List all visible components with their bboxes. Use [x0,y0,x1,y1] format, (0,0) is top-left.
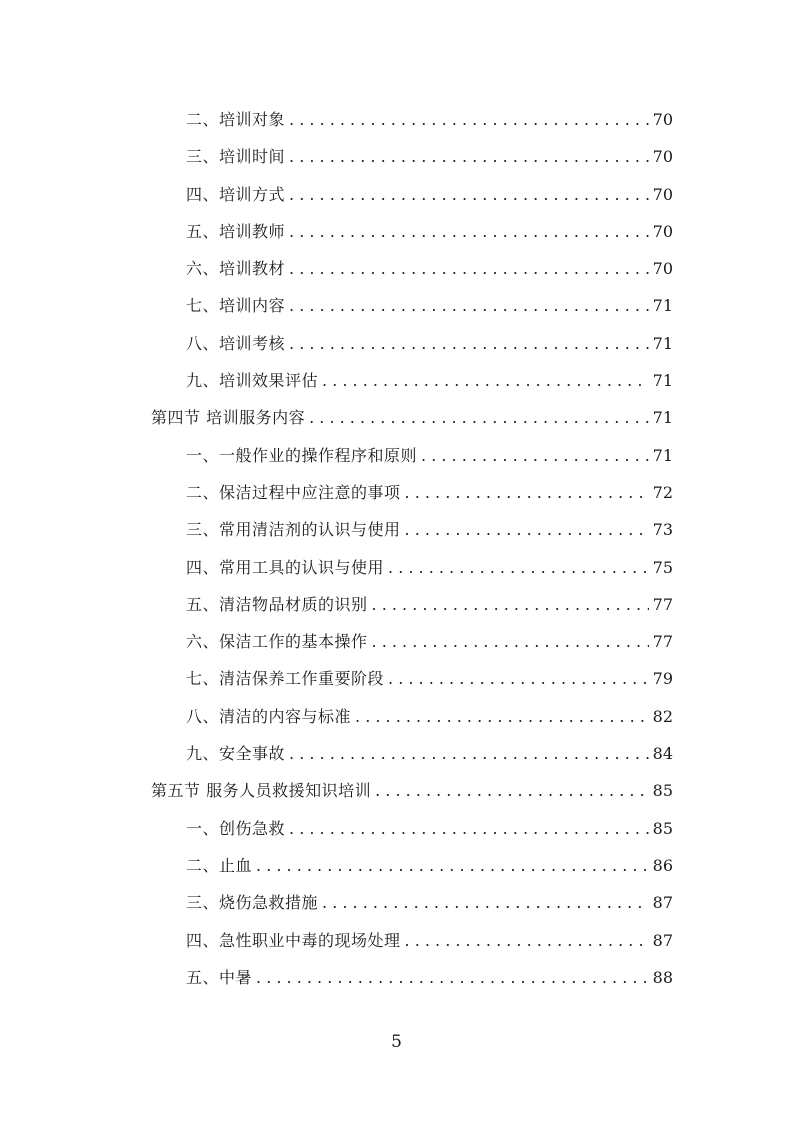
toc-item-row[interactable] [0,325,793,362]
toc-entry-page: 79 [652,669,673,689]
toc-entry[interactable] [186,586,673,623]
dot-leader [289,810,649,847]
toc-item-row[interactable] [0,623,793,660]
dot-leader [388,549,649,586]
toc-entry[interactable] [186,213,673,250]
toc-entry-title: 四、急性职业中毒的现场处理 [186,930,401,950]
dot-leader [289,176,649,213]
toc-item-row[interactable] [0,735,793,772]
toc-item-row[interactable] [0,698,793,735]
toc-entry[interactable] [186,176,673,213]
toc-entry-title: 九、培训效果评估 [186,371,319,391]
toc-entry[interactable] [186,847,673,884]
dot-leader [289,213,649,250]
toc-item-row[interactable] [0,847,793,884]
toc-entry-title: 二、止血 [186,855,253,875]
toc-entry-page: 88 [652,967,673,987]
toc-entry[interactable] [186,474,673,511]
toc-entry-page: 85 [652,818,673,838]
dot-leader [256,847,649,884]
toc-entry-title: 五、清洁物品材质的识别 [186,594,368,614]
toc-entry-page: 71 [652,408,673,428]
toc-entry[interactable] [186,362,673,399]
toc-entry-page: 77 [652,632,673,652]
toc-entry-title: 一、创伤急救 [186,818,286,838]
dot-leader [375,772,649,809]
toc-entry-page: 71 [652,445,673,465]
toc-entry[interactable] [186,623,673,660]
toc-item-row[interactable] [0,101,793,138]
dot-leader [256,959,649,996]
toc-item-row[interactable] [0,176,793,213]
dot-leader [309,399,649,436]
toc-item-row[interactable] [0,287,793,324]
toc-entry-title: 第四节 培训服务内容 [151,408,306,428]
toc-entry[interactable] [186,287,673,324]
toc-entry-title: 八、清洁的内容与标准 [186,706,352,726]
dot-leader [289,287,649,324]
toc-entry-title: 七、清洁保养工作重要阶段 [186,669,385,689]
toc-item-row[interactable] [0,213,793,250]
toc-section-row[interactable] [0,772,793,809]
dot-leader [289,250,649,287]
dot-leader [289,101,649,138]
toc-entry-page: 71 [652,333,673,353]
dot-leader [322,362,649,399]
toc-entry-page: 85 [652,781,673,801]
toc-item-row[interactable] [0,922,793,959]
toc-entry-page: 87 [652,930,673,950]
toc-entry-title: 八、培训考核 [186,333,286,353]
toc-entry-title: 二、培训对象 [186,110,286,129]
toc-entry-title: 三、烧伤急救措施 [186,893,319,913]
toc-item-row[interactable] [0,511,793,548]
toc-entry[interactable] [186,660,673,697]
toc-entry-page: 70 [652,259,673,279]
dot-leader [289,138,649,175]
dot-leader [372,586,649,623]
toc-entry[interactable] [186,922,673,959]
dot-leader [388,660,649,697]
toc-entry[interactable] [186,250,673,287]
toc-entry-title: 第五节 服务人员救援知识培训 [151,781,372,801]
toc-entry-title: 一、一般作业的操作程序和原则 [186,445,418,465]
toc-entry[interactable] [151,772,673,809]
toc-item-row[interactable] [0,884,793,921]
toc-entry-page: 84 [652,744,673,764]
dot-leader [421,437,649,474]
toc-entry-page: 71 [652,371,673,391]
toc-entry[interactable] [186,101,673,138]
toc-entry[interactable] [186,138,673,175]
toc-entry[interactable] [186,698,673,735]
dot-leader [405,922,649,959]
dot-leader [405,474,649,511]
toc-entry[interactable] [186,735,673,772]
toc-item-row[interactable] [0,437,793,474]
dot-leader [372,623,649,660]
toc-entry-page: 72 [652,482,673,502]
toc-entry[interactable] [151,399,673,436]
toc-entry-title: 四、常用工具的认识与使用 [186,557,385,577]
toc-entry[interactable] [186,959,673,996]
toc-entry-title: 九、安全事故 [186,744,286,764]
dot-leader [289,325,649,362]
toc-item-row[interactable] [0,810,793,847]
dot-leader [322,884,649,921]
toc-entry-page: 70 [652,147,673,167]
toc-entry-page: 70 [652,110,673,129]
page-number: 5 [391,1032,402,1052]
toc-entry-title: 二、保洁过程中应注意的事项 [186,482,401,502]
toc-entry[interactable] [186,325,673,362]
toc-item-row[interactable] [0,586,793,623]
toc-entry[interactable] [186,884,673,921]
toc-entry-page: 75 [652,557,673,577]
toc-entry-page: 87 [652,893,673,913]
toc-section-row[interactable] [0,399,793,436]
toc-entry-title: 三、培训时间 [186,147,286,167]
toc-entry-title: 四、培训方式 [186,184,286,204]
toc-item-row[interactable] [0,474,793,511]
toc-entry-page: 77 [652,594,673,614]
toc-entry-page: 82 [652,706,673,726]
toc-entry-page: 73 [652,520,673,540]
toc-item-row[interactable] [0,362,793,399]
toc-entry[interactable] [186,437,673,474]
toc-entry-page: 71 [652,296,673,316]
toc-entry-title: 五、中暑 [186,967,253,987]
dot-leader [405,511,649,548]
toc-entry-title: 六、保洁工作的基本操作 [186,632,368,652]
toc-entry-title: 七、培训内容 [186,296,286,316]
toc-entry-page: 70 [652,184,673,204]
toc-entry-title: 五、培训教师 [186,221,286,241]
toc-entry-title: 六、培训教材 [186,259,286,279]
dot-leader [289,735,649,772]
toc-entry-page: 70 [652,221,673,241]
table-of-contents [0,101,793,996]
toc-entry-page: 86 [652,855,673,875]
toc-item-row[interactable] [0,660,793,697]
toc-entry-title: 三、常用清洁剂的认识与使用 [186,520,401,540]
toc-item-row[interactable] [0,549,793,586]
toc-item-row[interactable] [0,250,793,287]
toc-entry[interactable] [186,549,673,586]
dot-leader [355,698,649,735]
toc-entry[interactable] [186,511,673,548]
toc-item-row[interactable] [0,959,793,996]
toc-item-row[interactable] [0,138,793,175]
toc-entry[interactable] [186,810,673,847]
